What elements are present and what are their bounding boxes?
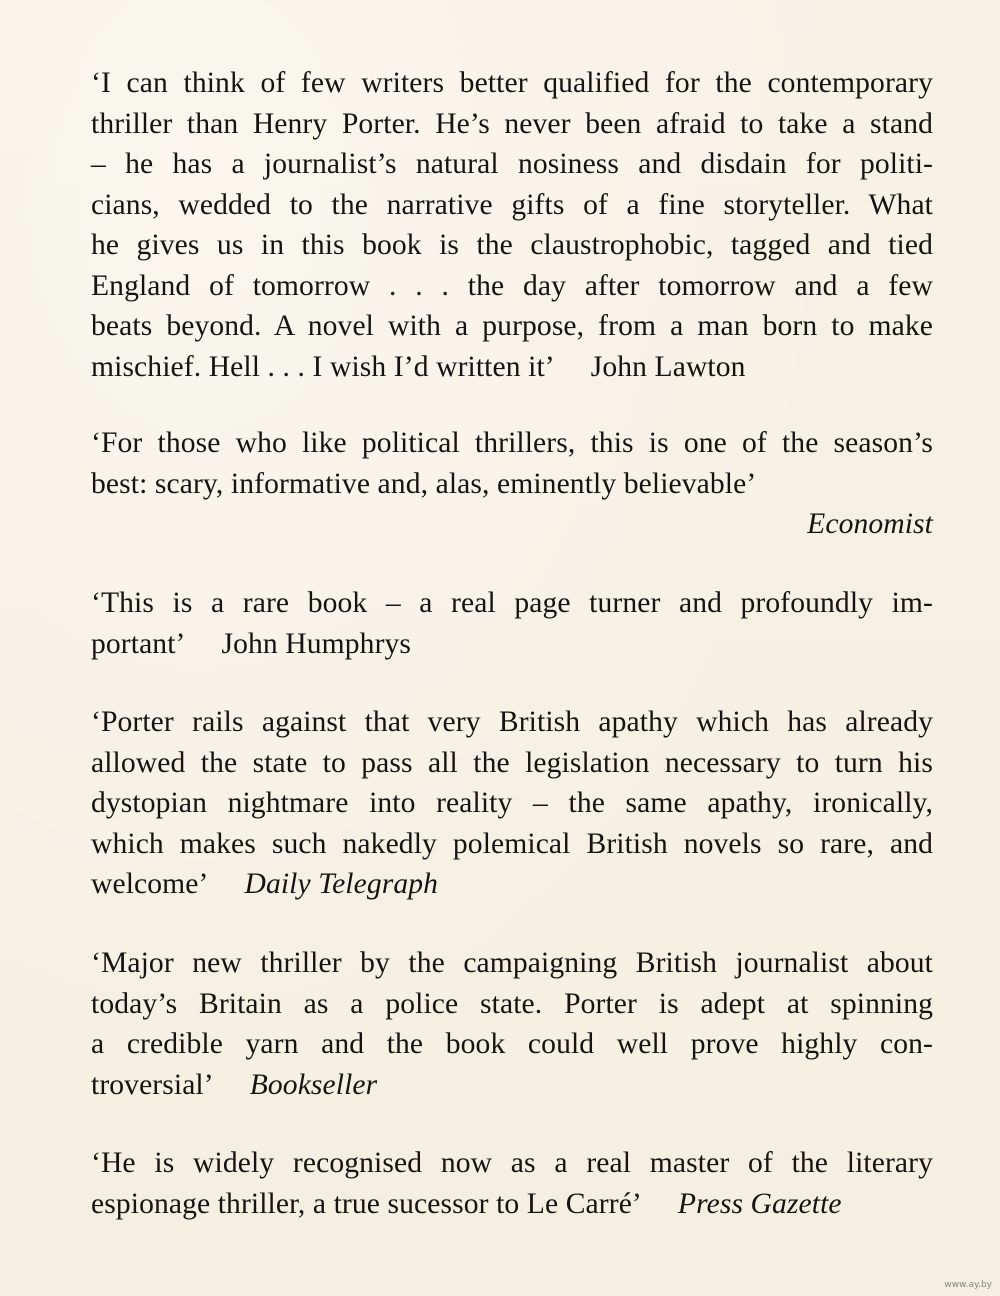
- quote-line: ‘Porter rails against that very British apathy which has already: [91, 706, 933, 738]
- review-quote-economist: [91, 423, 933, 545]
- quote-attribution: Press Gazette: [677, 1187, 842, 1220]
- quote-line: today’s Britain as a police state. Porter is adept at spinning: [91, 987, 933, 1020]
- review-quote-humphrys: [91, 583, 933, 664]
- review-quote-bookseller: [91, 943, 933, 1105]
- quote-last-line: [91, 624, 933, 665]
- quote-line: espionage thriller, a true sucessor to Le Carré’: [91, 1187, 642, 1220]
- quote-line: – he has a journalist’s natural nosiness and disdain for politi-: [91, 148, 933, 180]
- review-quote-telegraph: [91, 702, 933, 905]
- quote-line: beats beyond. A novel with a purpose, from a man born to make: [91, 310, 933, 342]
- quote-line: England of tomorrow . . . the day after tomorrow and a few: [91, 269, 933, 302]
- quote-line: dystopian nightmare into reality – the same apathy, ironically,: [91, 787, 933, 819]
- quote-line: welcome’: [91, 868, 209, 900]
- quote-line: which makes such nakedly polemical British novels so rare, and: [91, 827, 933, 860]
- quote-line: ‘He is widely recognised now as a real master of the literary: [91, 1147, 933, 1179]
- quote-line: ‘This is a rare book – a real page turner and profoundly im-: [91, 587, 933, 619]
- quote-line: cians, wedded to the narrative gifts of a fine storyteller. What: [91, 188, 933, 221]
- review-quote-lawton: [91, 63, 933, 387]
- quote-line: ‘Major new thriller by the campaigning British journalist about: [91, 947, 933, 979]
- quote-line: mischief. Hell . . . I wish I’d written it’: [91, 350, 555, 383]
- quote-attribution: John Humphrys: [221, 627, 412, 660]
- quote-line: portant’: [91, 627, 186, 660]
- quote-attribution: Daily Telegraph: [244, 868, 439, 900]
- quote-line: ‘I can think of few writers better qualified for the contemporary: [91, 67, 933, 99]
- quote-last-line: [91, 347, 933, 388]
- quote-line: thriller than Henry Porter. He’s never been afraid to take a stand: [91, 107, 933, 140]
- quote-line: allowed the state to pass all the legislation necessary to turn his: [91, 746, 933, 779]
- quote-attribution: Economist: [807, 508, 933, 540]
- quote-last-line: [91, 1184, 933, 1225]
- quote-line: he gives us in this book is the claustrophobic, tagged and tied: [91, 229, 933, 261]
- quote-attribution: John Lawton: [590, 350, 746, 383]
- review-quote-press-gazette: [91, 1143, 933, 1224]
- watermark: www.ay.by: [944, 1280, 992, 1290]
- quote-line: troversial’: [91, 1068, 214, 1101]
- quote-last-line: [91, 864, 933, 905]
- quote-line: best: scary, informative and, alas, eminently believable’: [91, 467, 757, 500]
- quote-last-line: [91, 1065, 933, 1106]
- quote-attribution: Bookseller: [249, 1068, 378, 1101]
- quote-line: ‘For those who like political thrillers, this is one of the season’s: [91, 427, 933, 459]
- quote-line: a credible yarn and the book could well prove highly con-: [91, 1028, 933, 1060]
